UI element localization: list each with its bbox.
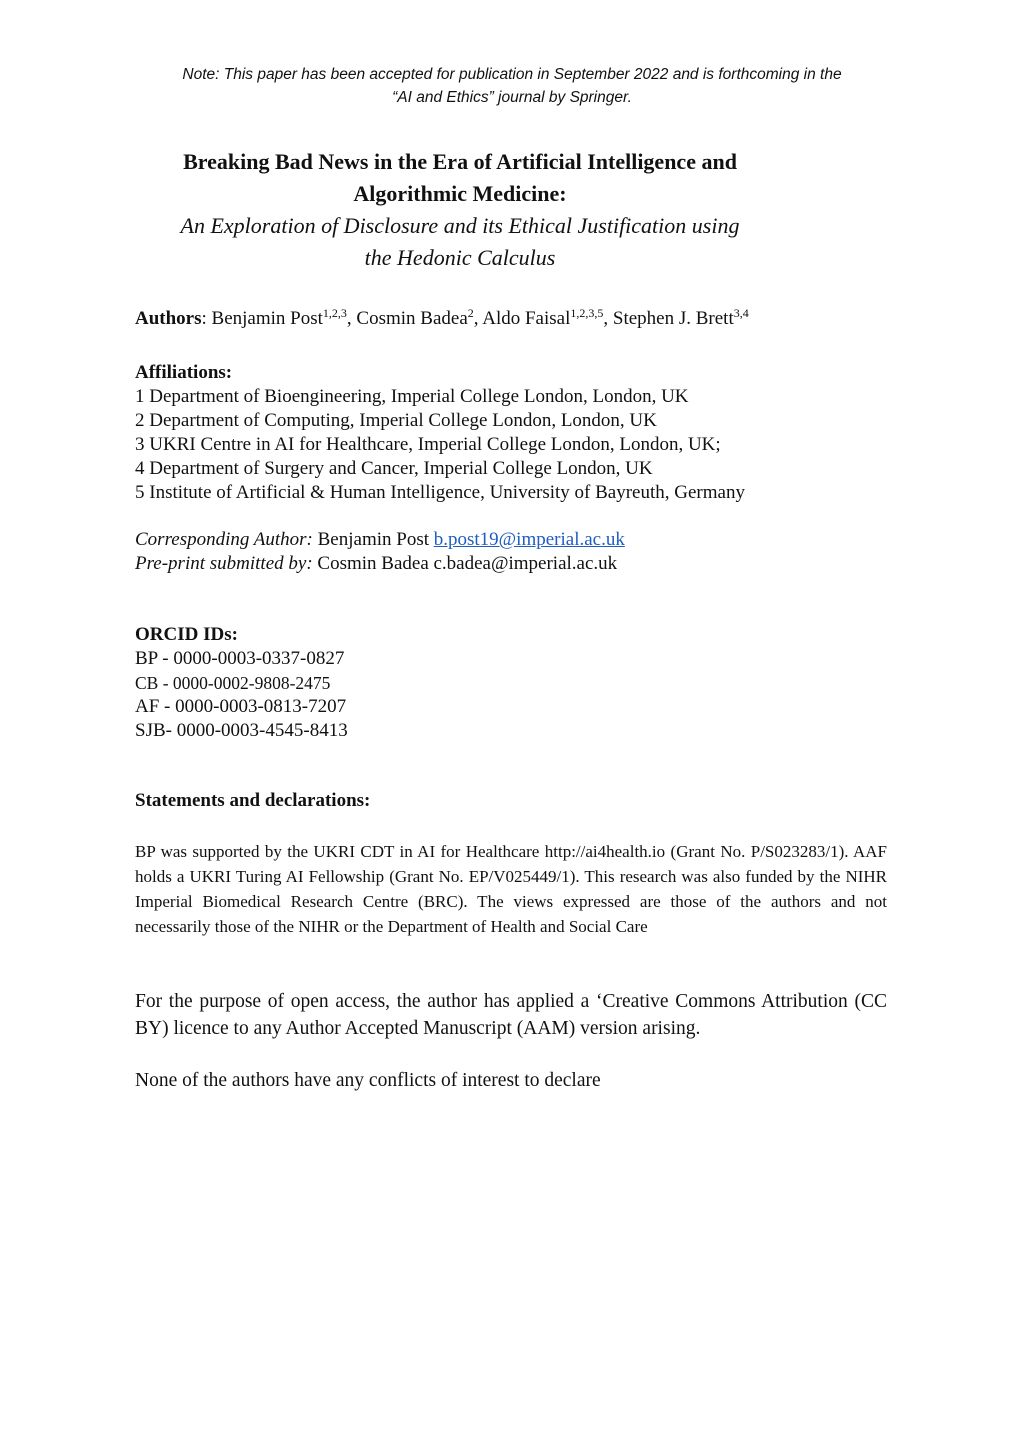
author-affiliation-sup: 3,4 [733, 306, 749, 320]
paper-subtitle-line: the Hedonic Calculus [364, 245, 556, 270]
author-name: Cosmin Badea [356, 308, 468, 329]
corresponding-author-line [135, 528, 625, 552]
author-affiliation-sup: 1,2,3,5 [570, 306, 604, 320]
paper-title-line: Breaking Bad News in the Era of Artificial Intelligence and [183, 149, 737, 174]
publication-note-line: “AI and Ethics” journal by Springer. [392, 89, 632, 106]
author-name: Benjamin Post [211, 308, 323, 329]
open-access-statement: For the purpose of open access, the author has applied a ‘Creative Commons Attribution (CC BY) licence to any Author Accepted Manuscript (AAM) version arising. [135, 991, 887, 1039]
orcid-section [135, 623, 348, 743]
affiliation-item: 1 Department of Bioengineering, Imperial College London, London, UK [135, 386, 689, 407]
affiliation-item: 2 Department of Computing, Imperial College London, London, UK [135, 410, 657, 431]
author-affiliation-sup: 2 [467, 306, 474, 320]
paper-title-line: Algorithmic Medicine: [353, 181, 567, 206]
orcid-item: CB - 0000-0002-9808-2475 [135, 673, 331, 693]
affiliations-heading: Affiliations: [135, 362, 233, 383]
author-name: Aldo Faisal [482, 308, 571, 329]
corresponding-author-name: Benjamin Post [317, 529, 429, 550]
orcid-item: AF - 0000-0003-0813-7207 [135, 696, 347, 717]
author-affiliation-sup: 1,2,3 [322, 306, 347, 320]
statements-heading: Statements and declarations: [135, 790, 371, 811]
authors-line [135, 305, 749, 333]
orcid-heading: ORCID IDs: [135, 624, 238, 645]
authors-label: Authors [135, 308, 202, 329]
publication-note-line: Note: This paper has been accepted for publication in September 2022 and is forthcoming in the [182, 66, 842, 83]
conflicts-statement: None of the authors have any conflicts of interest to declare [135, 1070, 601, 1091]
orcid-item: SJB- 0000-0003-4545-8413 [135, 720, 348, 741]
corresponding-author-label: Corresponding Author: [135, 529, 313, 550]
author-separator: , [603, 308, 613, 329]
paper-title [130, 146, 790, 210]
corresponding-author-email-link[interactable]: b.post19@imperial.ac.uk [433, 529, 625, 550]
author-separator: , [346, 308, 357, 329]
paper-subtitle [130, 210, 790, 274]
contact-section [135, 528, 625, 576]
orcid-item: BP - 0000-0003-0337-0827 [135, 648, 345, 669]
author-name: Stephen J. Brett [612, 308, 734, 329]
funding-statement: BP was supported by the UKRI CDT in AI for Healthcare http://ai4health.io (Grant No. P/S023283/1). AAF holds a UKRI Turing AI Fellowship (Grant No. EP/V025449/1). This research was also funded by the NIHR Imperial Biomedical Research Centre (BRC). The views expressed are those of the authors and not necessarily those of the NIHR or the Department of Health and Social Care [135, 842, 887, 936]
preprint-label: Pre-print submitted by: [135, 553, 313, 574]
affiliations-section [135, 361, 745, 505]
authors-separator: : [201, 308, 212, 329]
preprint-line [135, 552, 625, 576]
author-separator: , [473, 308, 483, 329]
paper-subtitle-line: An Exploration of Disclosure and its Ethical Justification using [180, 213, 740, 238]
affiliation-item: 4 Department of Surgery and Cancer, Imperial College London, UK [135, 458, 653, 479]
preprint-submitter: Cosmin Badea c.badea@imperial.ac.uk [317, 553, 618, 574]
affiliation-item: 5 Institute of Artificial & Human Intelligence, University of Bayreuth, Germany [135, 482, 745, 503]
publication-note [120, 63, 904, 109]
affiliation-item: 3 UKRI Centre in AI for Healthcare, Imperial College London, London, UK; [135, 434, 721, 455]
